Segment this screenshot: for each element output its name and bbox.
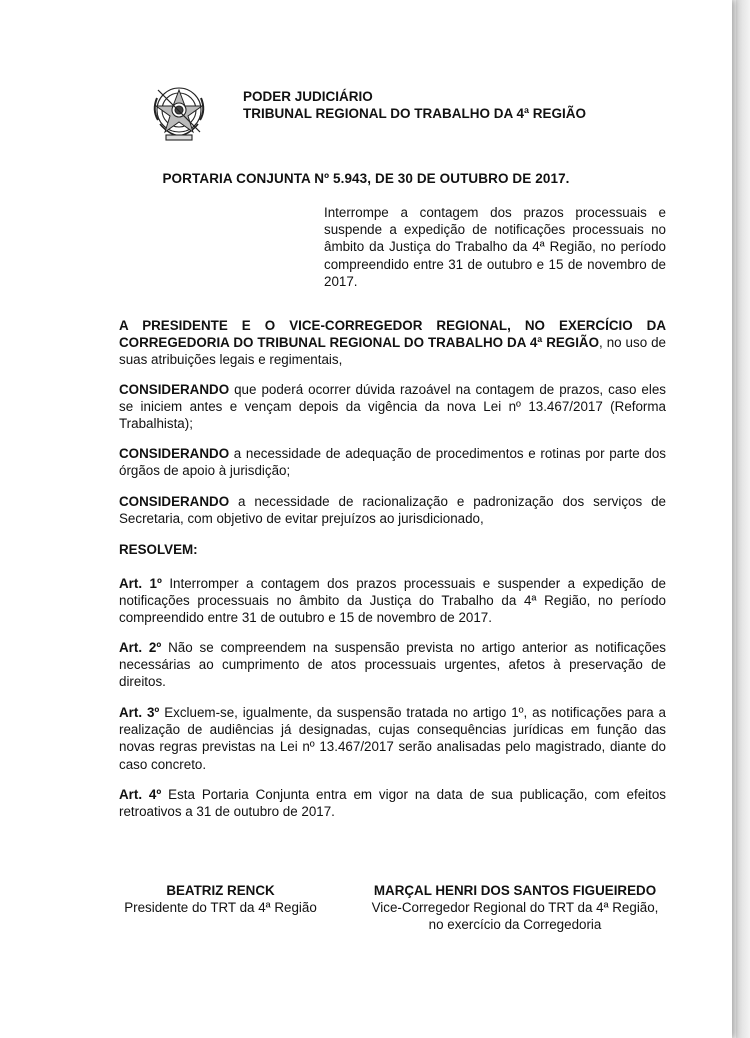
preamble-bold: A PRESIDENTE E O VICE-CORREGEDOR REGIONAL, NO EXERCÍCIO DA CORREGEDORIA DO TRIBUNAL REGIONAL DO TRABALHO DA 4ª REGIÃO bbox=[119, 318, 666, 351]
article-3 bbox=[119, 704, 666, 773]
article-2-text: Não se compreendem na suspensão prevista no artigo anterior as notificações necessárias ao cumprimento de atos processuais urgentes, afetos à preservação de direitos. bbox=[119, 640, 666, 690]
article-2 bbox=[119, 639, 666, 691]
article-4-text: Esta Portaria Conjunta entra em vigor na data de sua publicação, com efeitos retroativos a 31 de outubro de 2017. bbox=[119, 787, 666, 820]
signature-vice-corregedor-role: Vice-Corregedor Regional do TRT da 4ª Região, bbox=[371, 900, 659, 916]
considerando-3-text: a necessidade de racionalização e padronização dos serviços de Secretaria, com objetivo de evitar prejuízos ao jurisdicionado, bbox=[119, 494, 666, 527]
signature-president bbox=[108, 882, 333, 916]
document-title: PORTARIA CONJUNTA Nº 5.943, DE 30 DE OUTUBRO DE 2017. bbox=[162, 171, 570, 186]
considerando-1 bbox=[119, 381, 666, 433]
signature-president-role: Presidente do TRT da 4ª Região bbox=[124, 900, 317, 916]
letterhead bbox=[243, 88, 586, 122]
preamble-text: , no uso de suas atribuições legais e regimentais, bbox=[119, 335, 666, 368]
article-1 bbox=[119, 575, 666, 627]
considerando-3-label: CONSIDERANDO bbox=[119, 494, 230, 509]
considerando-2-text: a necessidade de adequação de procedimentos e rotinas por parte dos órgãos de apoio à jurisdição; bbox=[119, 446, 666, 479]
resolvem-heading: RESOLVEM: bbox=[119, 542, 198, 557]
signature-president-name: BEATRIZ RENCK bbox=[166, 883, 275, 898]
article-4-label: Art. 4º bbox=[119, 787, 162, 802]
preamble-paragraph bbox=[119, 317, 666, 369]
article-4 bbox=[119, 786, 666, 820]
considerando-1-text: que poderá ocorrer dúvida razoável na contagem de prazos, caso eles se iniciem antes e vençam depois da vigência da nova Lei nº 13.467/2017 (Reforma Trabalhista); bbox=[119, 382, 666, 432]
article-3-text: Excluem-se, igualmente, da suspensão tratada no artigo 1º, as notificações para a realização de audiências já designadas, cujas consequências jurídicas em função das novas regras previstas na Lei nº 13.467/2017 serão analisadas pelo magistrado, diante do caso concreto. bbox=[119, 705, 666, 772]
considerando-2-label: CONSIDERANDO bbox=[119, 446, 230, 461]
signature-vice-corregedor-role-2: no exercício da Corregedoria bbox=[428, 917, 602, 933]
article-3-label: Art. 3º bbox=[119, 705, 160, 720]
article-1-text: Interromper a contagem dos prazos processuais e suspender a expedição de notificações processuais no âmbito da Justiça do Trabalho da 4ª Região, no período compreendido entre 31 de outubro e 15 de novembro de 2017. bbox=[119, 576, 666, 626]
considerando-2 bbox=[119, 445, 666, 479]
letterhead-line-2: TRIBUNAL REGIONAL DO TRABALHO DA 4ª REGIÃO bbox=[243, 106, 587, 121]
article-1-label: Art. 1º bbox=[119, 576, 162, 591]
page-edge-shadow bbox=[736, 0, 750, 1038]
ementa-summary: Interrompe a contagem dos prazos processuais e suspende a expedição de notificações processuais no âmbito da Justiça do Trabalho da 4ª Região, no período compreendido entre 31 de outubro e 15 de novembro de 2017. bbox=[324, 205, 666, 289]
considerando-3 bbox=[119, 493, 666, 527]
signature-vice-corregedor bbox=[352, 882, 678, 934]
letterhead-line-1: PODER JUDICIÁRIO bbox=[243, 89, 373, 104]
brazil-coat-of-arms-icon bbox=[148, 80, 210, 142]
considerando-1-label: CONSIDERANDO bbox=[119, 382, 230, 397]
article-2-label: Art. 2º bbox=[119, 640, 162, 655]
signature-vice-corregedor-name: MARÇAL HENRI DOS SANTOS FIGUEIREDO bbox=[373, 883, 657, 898]
